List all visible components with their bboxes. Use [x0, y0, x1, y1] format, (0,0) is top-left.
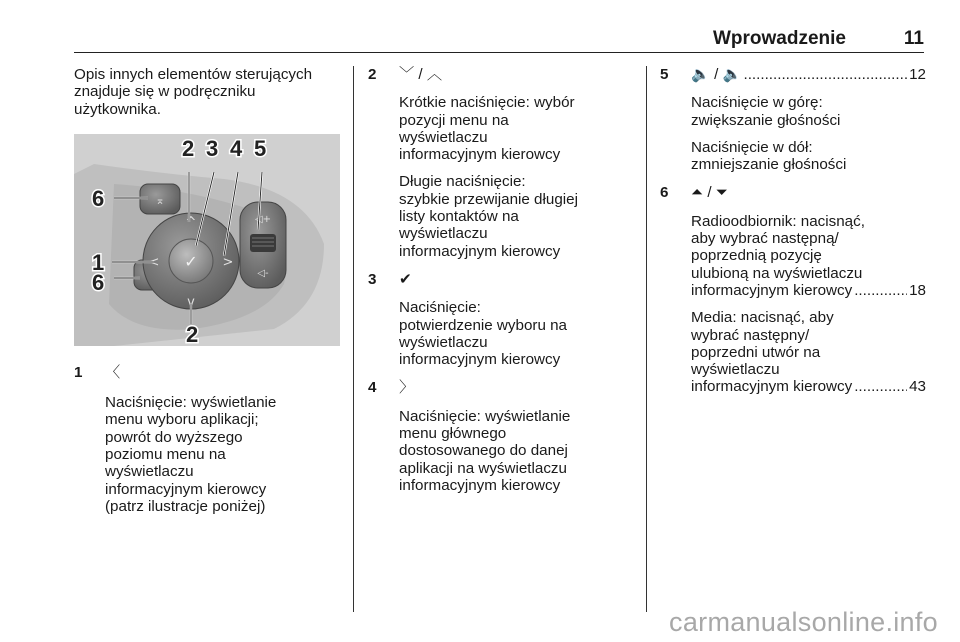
item-description: Naciśnięcie: potwierdzenie wyboru na wyświetlaczu informacyjnym kierowcy [399, 299, 568, 369]
callout-4-top: 4 [230, 135, 243, 161]
left-arrow-icon: 〈 [105, 363, 121, 381]
control-item-2 [368, 66, 630, 260]
steering-wheel-drawing [74, 134, 340, 346]
column-divider [646, 66, 647, 612]
control-item-1 [74, 364, 344, 515]
svg-text:^: ^ [185, 214, 197, 230]
reference-line: informacyjnym kierowcy ..... 18 [691, 282, 926, 299]
control-item-3 [368, 271, 630, 368]
column-divider [353, 66, 354, 612]
control-item-4 [368, 379, 630, 494]
item-number: 2 [368, 66, 377, 83]
page-number: 11 [903, 28, 924, 49]
item-description: Media: nacisnąć, aby wybrać następny/ poprzedni utwór na wyświetlaczu informacyjnym kierowcy ..... 43 [691, 309, 926, 395]
reference-line [691, 66, 926, 83]
page-reference-link[interactable]: 12 [909, 66, 926, 83]
item-number: 5 [660, 66, 669, 83]
item-description: Długie naciśnięcie: szybkie przewijanie długiej listy kontaktów na wyświetlaczu informacyjnym kierowcy [399, 173, 578, 260]
callout-2-bottom: 2 [186, 321, 199, 346]
leader-dots [854, 378, 907, 395]
item-description: Naciśnięcie w górę: zwiększanie głośności [691, 94, 841, 129]
reference-line: informacyjnym kierowcy ..... 43 [691, 378, 926, 395]
svg-text:◁-: ◁- [257, 267, 269, 279]
svg-text:◁+: ◁+ [254, 213, 272, 225]
column-3 [660, 66, 926, 396]
page-header [74, 26, 924, 53]
right-arrow-icon: 〉 [399, 379, 415, 397]
item-description: Krótkie naciśnięcie: wybór pozycji menu na wyświetlaczu informacyjnym kierowcy [399, 94, 575, 164]
intro-text: Opis innych elementów sterujących znajduje się w podręczniku użytkownika. [74, 66, 313, 118]
callout-1-left: 1 [92, 249, 105, 275]
page-reference-link[interactable]: 18 [909, 281, 926, 299]
callout-6-upper: 6 [92, 185, 105, 211]
svg-text:✓: ✓ [184, 251, 198, 271]
svg-text:⌅: ⌅ [155, 193, 165, 207]
item-description: Radioodbiornik: nacisnąć, aby wybrać następną/ poprzednią pozycję ulubioną na wyświetlaczu informacyjnym kierowcy ..... 18 [691, 213, 926, 299]
checkmark-icon: ✔ [399, 270, 412, 288]
page-title: Wprowadzenie [712, 28, 846, 49]
item-number: 4 [368, 379, 377, 397]
item-description: Naciśnięcie: wyświetlanie menu wyboru aplikacji; powrót do wyższego poziomu menu na wyświetlaczu informacyjnym kierowcy (patrz ilustracje poniżej) [105, 394, 277, 515]
callout-5-top: 5 [254, 135, 267, 161]
item-description: Naciśnięcie w dół: zmniejszanie głośności [691, 138, 847, 174]
item-description: Naciśnięcie: wyświetlanie menu głównego dostosowanego do danej aplikacji na wyświetlaczu informacyjnym kierowcy [399, 407, 571, 494]
svg-text:>: > [222, 254, 234, 270]
control-item-5 [660, 66, 926, 173]
item-number: 6 [660, 184, 669, 202]
callout-6-lower: 6 [92, 269, 105, 295]
svg-text:v: v [187, 294, 195, 310]
watermark: carmanualsonline.info [669, 607, 938, 637]
callout-3-top: 3 [206, 135, 219, 161]
favorite-up-down-icon: ⏶ / ⏷ [691, 184, 728, 202]
down-up-arrow-icon: ﹀ / ︿ [399, 66, 443, 83]
svg-text:<: < [148, 254, 160, 270]
volume-icon: 🔈 / 🔈 [691, 66, 742, 83]
item-number: 3 [368, 270, 377, 288]
leader-dots [854, 282, 907, 299]
item-number: 1 [74, 363, 83, 381]
column-1 [74, 66, 344, 515]
callout-2-top: 2 [182, 135, 195, 161]
control-item-6 [660, 184, 926, 395]
page-reference-link[interactable]: 43 [909, 378, 926, 396]
steering-wheel-controls-illustration [74, 134, 340, 346]
leader-dots [743, 66, 907, 83]
column-2 [368, 66, 630, 494]
